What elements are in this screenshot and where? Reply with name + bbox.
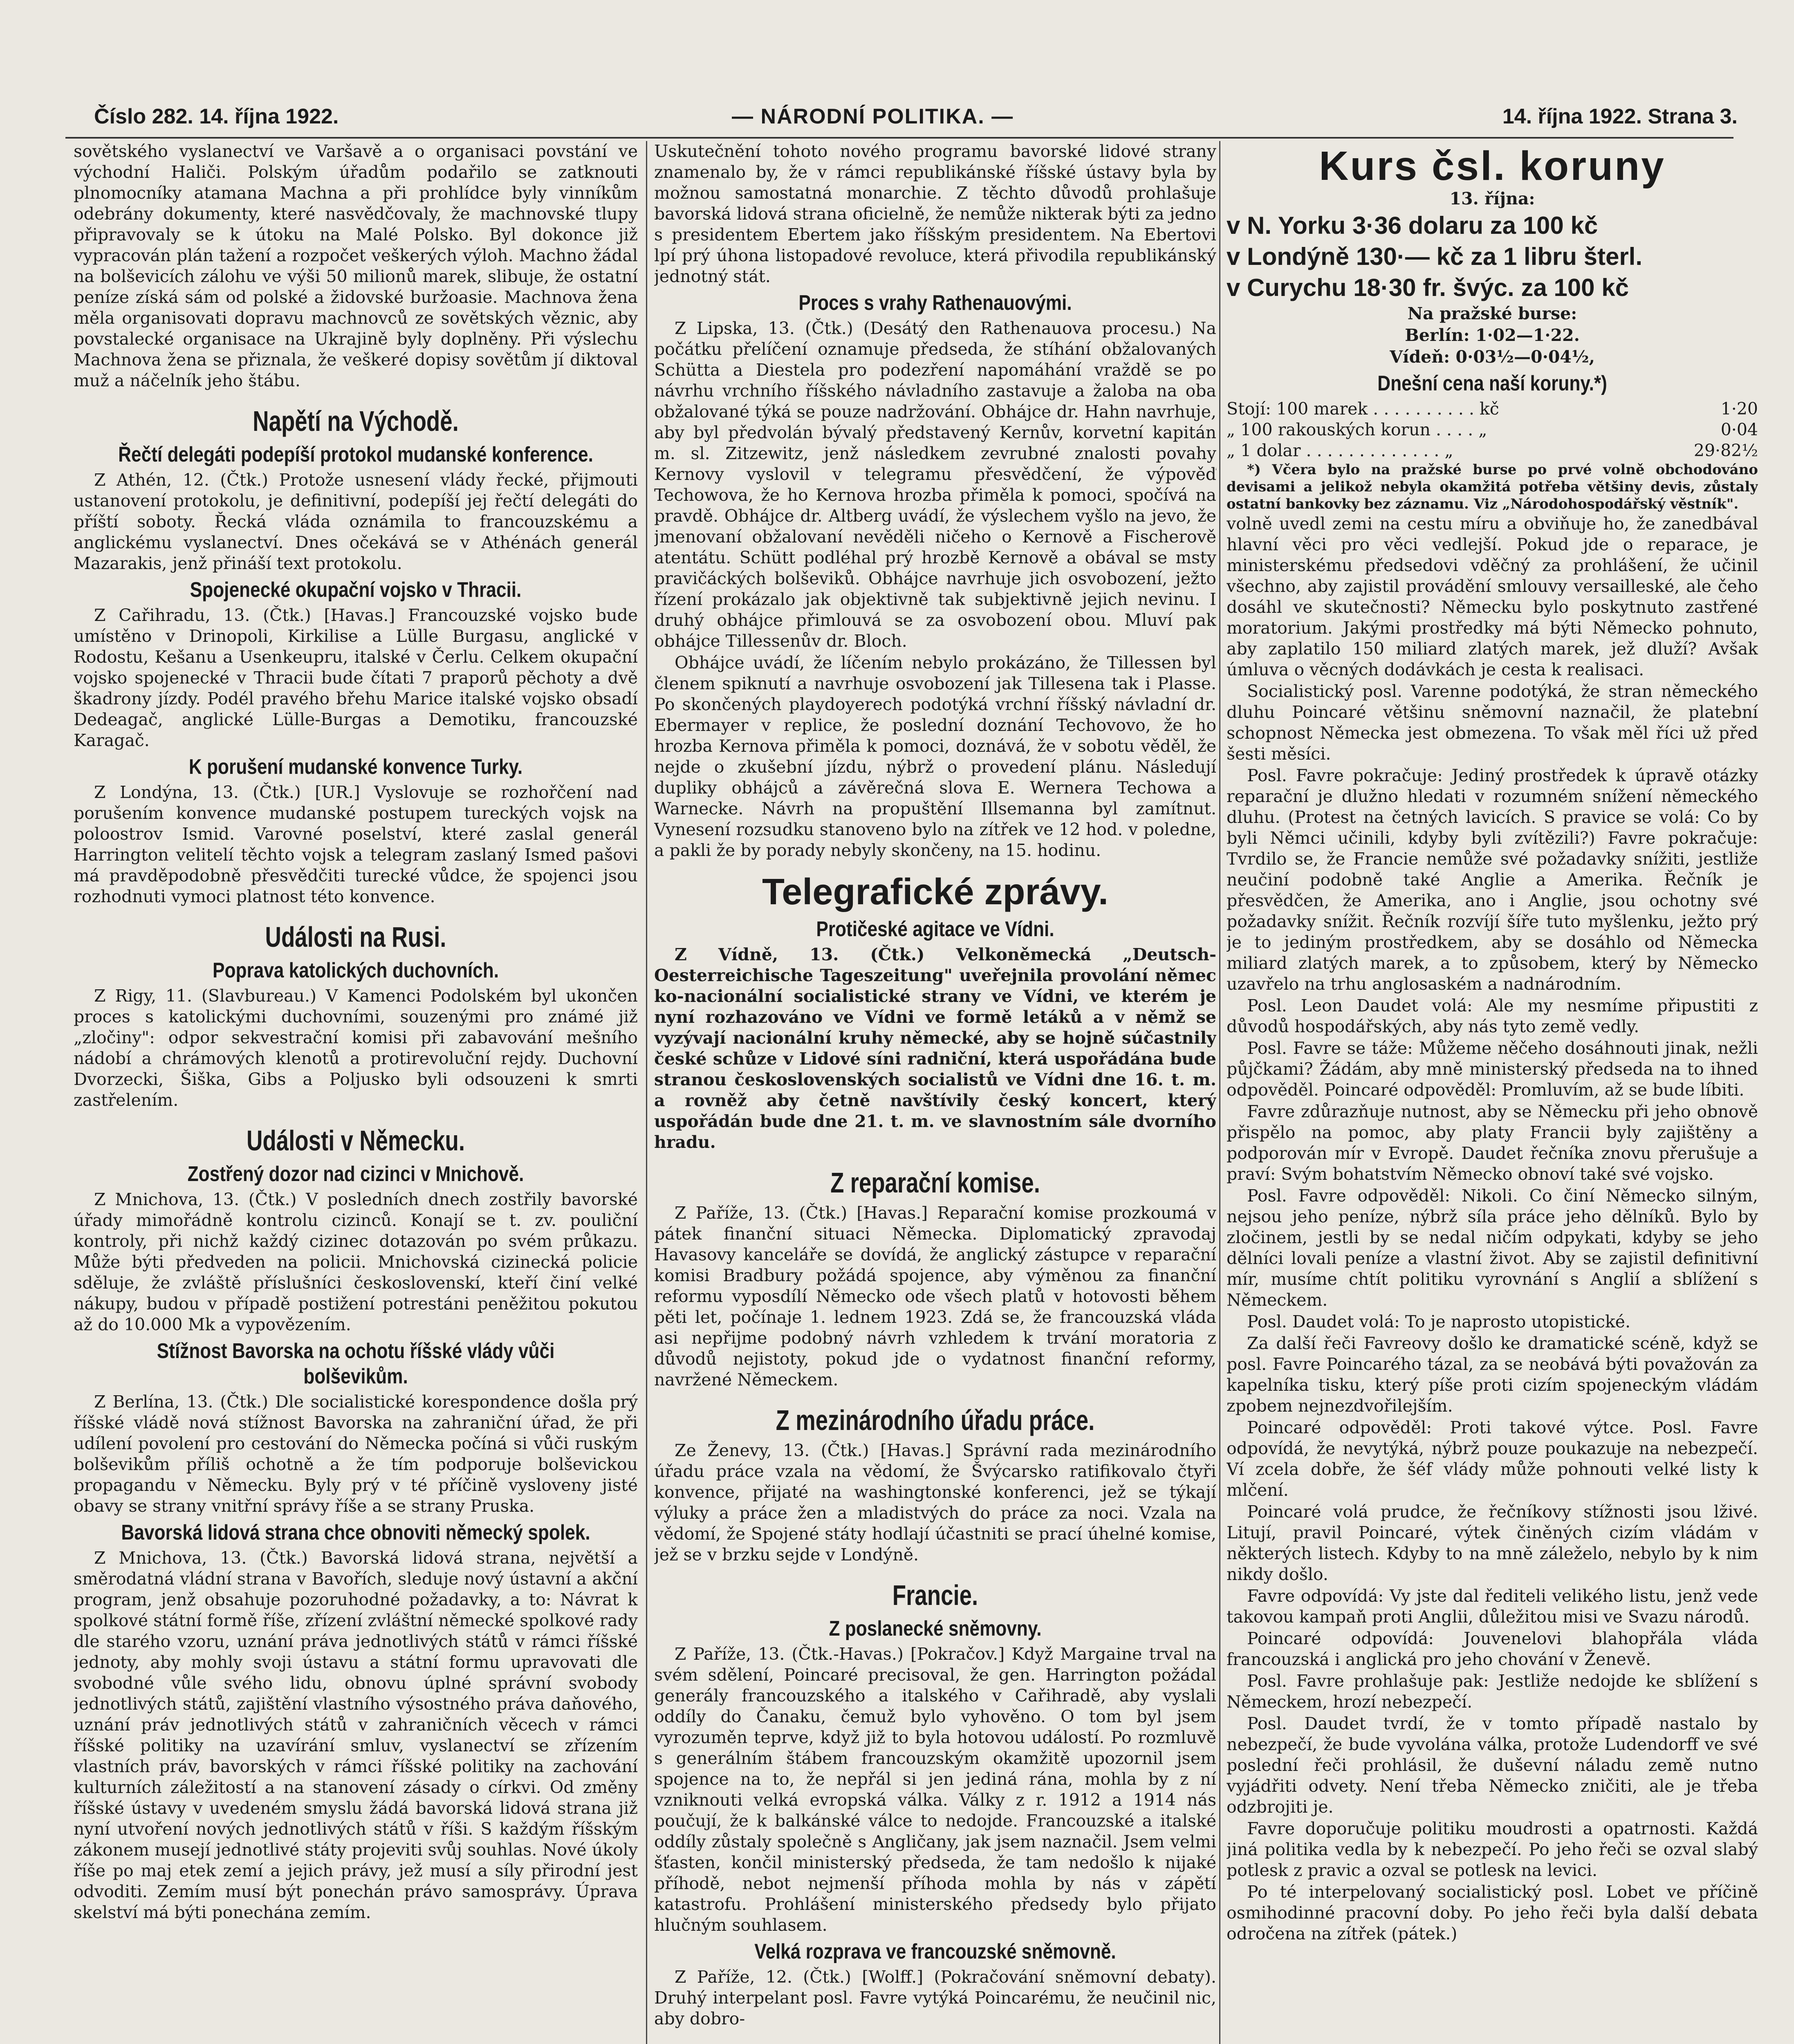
section-heading: Francie. bbox=[892, 1579, 978, 1611]
article-paragraph: Posl. Favre pokračuje: Jediný prostředek k úpravě otázky reparační je dlužno hledati v rozumném snížení německého dluhu. (Protest na četných lavicích. S pravice se volá: Co by byli Němci učinili, kdyby byli zvítězili?) Favre pokračuje: Tvrdilo se, že Francie nemůže své požadavky snížiti, jestliže neučiní podobně také Anglie a Amerika. Řečník je přesvědčen, že Amerika, ano i Anglie, jsou ochotny své požadavky snížit. Řečník rozvíjí šíře tuto myšlenku, ježto prý je to jediným prostředkem, aby se dosáhlo od Německa miliard zlatých marek, a to způsobem, který by Německo uzavřelo na trhu anglosaském a nadnárodním. bbox=[1227, 766, 1758, 994]
article-paragraph: Posl. Favre prohlašuje pak: Jestliže nedojde ke sblížení s Německem, hrozí nebezpečí. bbox=[1227, 1671, 1758, 1712]
newspaper-title: — NÁRODNÍ POLITIKA. — bbox=[732, 105, 1014, 128]
rate-label: Stojí: 100 marek . . . . . . . . . . kč bbox=[1227, 399, 1499, 419]
section-heading: Napětí na Východě. bbox=[253, 405, 459, 437]
article-paragraph: Favre doporučuje politiku moudrosti a opatrnosti. Každá jiná politika vedla by k nebezpečí. Po jeho řeči se ozval slabý potlesk z pravic a ozval se potlesk na levici. bbox=[1227, 1819, 1758, 1880]
rate-label: „ 1 dolar . . . . . . . . . . . . . „ bbox=[1227, 441, 1453, 460]
article-paragraph: sovětského vyslanectví ve Varšavě a o organisaci povstání ve východní Haliči. Polským úřadům podařilo se zatknouti plnomocníky atamana Machna a při prohlídce byly vinníkům odebrány dokumenty, které nasvědčovaly, že machnovské tlupy připravovaly se k útoku na Malé Polsko. Byl dokonce již vypracován plán tažení a rozpočet veškerých výloh. Machno žádal na bolševicích zálohu ve výši 50 milionů marek, slibuje, že ostatní peníze získá sám od polské a židovské buržoasie. Machnova žena měla organisovati dopravu machnovců ze sovětských věznic, aby povstalecké organisace na Ukrajině byly doplněny. Při výslechu Machnova žena se přiznala, že veškeré dopisy sovětům jí diktoval muž a náčelník jeho štábu. bbox=[74, 141, 638, 390]
article-paragraph: Z Cařihradu, 13. (Čtk.) [Havas.] Francouzské vojsko bude umístěno v Drinopoli, Kirkilise a Lülle Burgasu, anglické v Rodostu, Kešanu a Usenkeupru, italské v Čerlu. Celkem okupační vojsko spojenecké v Thracii bude čítati 7 praporů pěchoty a dvě škadrony jízdy. Podél pravého břehu Marice italské vojsko obsadí Dedeagač, anglické Lülle-Burgas a Demotiku, francouzské Karagač. bbox=[74, 605, 638, 750]
article-heading: Z poslanecké sněmovny. bbox=[829, 1617, 1042, 1641]
article-heading: Spojenecké okupační vojsko v Thracii. bbox=[190, 578, 522, 602]
article-paragraph: Z Paříže, 13. (Čtk.-Havas.) [Pokračov.] Když Margaine trval na svém sdělení, Poincaré precisoval, že gen. Harrington požádal generály francouzského a italského v Cařihradě, aby vyslali oddíly do Čanaku, čemuž bylo vyhověno. O tom byl jsem vyrozuměn teprve, když již to byla hotovou událostí. Po rozmluvě s generálním štábem francouzským okamžitě upozornil jsem spojence na to, že nepřál si jen jediná rána, mohla by z ní vzniknouti velká evropská válka. Války z r. 1912 a 1914 nás poučují, že k balkánské válce to nedojde. Francouzské a italské oddíly zůstaly společně s Angličany, jak jsem naznačil. Jsem velmi šťasten, končil ministerský předseda, že tam nedošlo k nijaké příhodě, nebot nejmenší příhoda mohla by nás v zápětí katastrofu. Prohlášení ministerského předsedy bylo přijato hlučným souhlasem. bbox=[654, 1644, 1216, 1935]
burse-heading: Na pražské burse: bbox=[1407, 304, 1577, 323]
section-heading: Telegrafické zprávy. bbox=[762, 872, 1109, 912]
rate-london: v Londýně 130·— kč za 1 libru šterl. bbox=[1227, 243, 1643, 270]
exchange-rate-title: Kurs čsl. koruny bbox=[1319, 143, 1666, 189]
exchange-date: 13. října: bbox=[1449, 189, 1535, 208]
rate-row bbox=[1227, 399, 1758, 419]
article-paragraph: Z Paříže, 12. (Čtk.) [Wolff.] (Pokračování sněmovní debaty). Druhý interpelant posl. Favre vytýká Poincarému, že neučinil nic, aby dobro- bbox=[654, 1967, 1216, 2028]
article-heading: Z mezinárodního úřadu práce. bbox=[776, 1404, 1095, 1436]
article-heading: Velká rozprava ve francouzské sněmovně. bbox=[754, 1940, 1116, 1963]
article-paragraph: volně uvedl zemi na cestu míru a obviňuje ho, že zanedbával hlavní věci pro věci vedlejší. Pokud jde o reparace, je ministerskému předsedovi vděčný za prohlášení, že učinil všechno, aby zajistil provádění smlouvy versailleské, ale čeho dosáhl ve skutečnosti? Německu bylo poskytnuto zastřené moratorium. Jakými prostředky má býti Německo pohnuto, aby zaplatilo 150 miliard zlatých marek, jež dluží? Avšak úmluva o věcných dodávkách je cesta k realisaci. bbox=[1227, 514, 1758, 679]
article-paragraph: Posl. Favre odpověděl: Nikoli. Co činí Německo silným, nejsou jeho peníze, nýbrž síla práce jeho dělníků. Bylo by zločinem, jestli by se nedal ničím odpykati, kdyby se jeho dělníci lovali peníze a vlastní život. Aby se zajistil definitivní mír, musíme chtít politiku vyrovnání s Anglií a sblížení s Německem. bbox=[1227, 1186, 1758, 1310]
article-paragraph: Z Mnichova, 13. (Čtk.) Bavorská lidová strana, největší a směrodatná vládní strana v Bavořích, sleduje nový ústavní a akční program, jenž obsahuje pozoruhodné požadavky, a to: Návrat k spolkové státní formě říše, zřízení zvláštní německé spolkové rady dle starého vzoru, uznání práva jednotlivých států v rámci říšské jednoty, aby mohly svoji ústavu a státní formu upravovati dle svobodné vůle svého lidu, obnovu úplné správní svobody jednotlivých států, zajištění vlastního výsostného práva daňového, uznání práv jednotlivých států v zahraničních věcech v rámci říšské politiky na uzavírání smluv, vyslanectví se zřízením vlastních práv, bavorských v rámci říšské politiky na zachování kulturních záležitostí a na stanovení zásady o církvi. Od změny říšské ústavy v uvedeném smyslu žádá bavorská lidová strana již nyní utvoření nových jednotlivých států v říši. S každým říšským zákonem musejí jednotlivé státy projeviti svůj souhlas. Nové úkoly říše po maj etek zemí a jejich právy, jež musí a síly přirodní jest odvoditi. Zemím musí být ponechán právo samosprávy. Úprava skelství má býti ponechána zemím. bbox=[74, 1548, 638, 1922]
masthead bbox=[49, 104, 1762, 137]
article-paragraph: Z Paříže, 13. (Čtk.) [Havas.] Reparační komise prozkoumá v pátek finanční situaci Německa. Diplomatický zpravodaj Havasovy kanceláře se dovídá, že anglický zástupce v reparační komisi Bradbury požádá spojence, aby výměnou za finanční reformu vyposdílí Německo ode všech platů v hotovosti během pěti let, počínaje 1. lednem 1923. Zdá se, že francouzská vláda asi nepřijme podobný návrh vzhledem k trvání moratoria z důvodů nejistoty, pokud jde o vydatnost finanční reformy, navržené Německem. bbox=[654, 1203, 1216, 1390]
article-paragraph: Posl. Daudet volá: To je naprosto utopistické. bbox=[1247, 1312, 1630, 1331]
column-divider bbox=[1219, 141, 1220, 2044]
article-paragraph: Poincaré odpověděl: Proti takové výtce. Posl. Favre odpovídá, že nevytýká, nýbrž pouze poukazuje na nebezpečí. Ví zcela dobře, že šéf vlády může pohnouti velké listy k mlčení. bbox=[1227, 1418, 1758, 1500]
rate-new-york: v N. Yorku 3·36 dolaru za 100 kč bbox=[1227, 212, 1598, 239]
article-paragraph: Favre odpovídá: Vy jste dal řediteli velikého listu, jenž vede takovou kampaň proti Anglii, důležitou misi ve Svazu národů. bbox=[1227, 1586, 1758, 1627]
rate-row bbox=[1227, 440, 1758, 461]
rate-row bbox=[1227, 419, 1758, 440]
article-paragraph: Ze Ženevy, 13. (Čtk.) [Havas.] Správní rada mezinárodního úřadu práce vzala na vědomí, že Švýcarsko ratifikovalo čtyři konvence, přijaté na washingtonské konferenci, jež se týkají výluky a práce žen a mladistvých do práce za noci. Vzala na vědomí, že Spojené státy hodlají účastniti se prací úhelné komise, jež se v brzku sejde v Londýně. bbox=[654, 1441, 1216, 1564]
rate-value: 29·82½ bbox=[1693, 441, 1758, 460]
issue-number: Číslo 282. 14. října 1922. bbox=[94, 105, 339, 128]
article-paragraph: Poincaré volá prudce, že řečníkovy stížnosti jsou lživé. Litují, pravil Poincaré, výtek činěných cizím vládám v některých listech. Kdyby to na mně záleželo, nebylo by k nim nikdy došlo. bbox=[1227, 1502, 1758, 1584]
article-paragraph: Z Vídně, 13. (Čtk.) Velkoněmecká „Deutsch-Oesterreichische Tageszeitung" uveřejnila provolání němec ko-nacionální socialistické strany ve Vídni, ve kterém je nyní rozhazováno ve Vídni ve formě letáků a v němž se vyzývají nacionální kruhy německé, aby se hojně súčastnily české schůze v Lidové síni radniční, která uspořádána bude stranou československých socialistů ve Vídni dne 16. t. m. a rovněž aby četně navštívily český koncert, který uspořádán bude dne 21. t. m. ve slavnostním sále dvorního hradu. bbox=[654, 945, 1216, 1152]
rate-zurich: v Curychu 18·30 fr. švýc. za 100 kč bbox=[1227, 274, 1629, 301]
article-heading: Řečtí delegáti podepíší protokol mudanské konference. bbox=[118, 443, 593, 466]
article-heading: K porušení mudanské konvence Turky. bbox=[188, 755, 523, 779]
burse-berlin: Berlín: 1·02—1·22. bbox=[1405, 325, 1580, 345]
article-paragraph: Posl. Daudet tvrdí, že v tomto případě nastalo by nebezpečí, že bude vyvolána válka, protože Ludendorff ve své poslední řeči prohlásil, že duševní náladu země nutno vyjádřiti odvety. Není třeba Německo zničiti, ale je třeba odzbrojiti je. bbox=[1227, 1714, 1758, 1817]
article-paragraph: Obhájce uvádí, že líčením nebylo prokázáno, že Tillessen byl členem spiknutí a navrhuje osvobození jak Tillesena tak i Plasse. Po skončených playdoyerech podotýká vrchní říšský návladní dr. Ebermayer v replice, že poslední doznání Techovovo, že ho hrozba Kernova přiměla k pomoci, doznává, že v sobotu věděl, že nejde o zkušební jízdu, nýbrž o provedení plánu. Následují dupliky obhájců a závěrečná slova E. Wernera Techowa a Warnecke. Návrh na propuštění Illsemanna byl zamítnut. Vynesení rozsudku stanoveno bylo na zítřek ve 12 hod. v poledne, a pakli že by porady nebyly skončeny, na 15. hodinu. bbox=[654, 653, 1216, 860]
today-price-heading: Dnešní cena naší koruny.*) bbox=[1377, 372, 1607, 395]
column-3 bbox=[1227, 141, 1758, 2044]
rate-label: „ 100 rakouských korun . . . . „ bbox=[1227, 420, 1487, 439]
article-paragraph: Z Lipska, 13. (Čtk.) (Desátý den Rathenauova procesu.) Na počátku přelíčení oznamuje předseda, že stíhání obžalovaných Schütta a Diestela pro podezření napomáhání vraždě se po návrhu vrchního říšského návladního zastavuje a žaloba na oba obžalované týká se pouze nadržování. Obhájce dr. Hahn navrhuje, aby byl předvolán bývalý představený Kernův, korvetní kapitán m. sl. Zitzewitz, jenž následkem zevrubné znalosti povahy Kernovy vyslovil v telegramu přesvědčení, že výpověď Techowova, že ho Kernova hrozba přiměla k pomoci, spočívá na pravdě. Obhájce dr. Altberg uvádí, že výslechem vyšlo na jevo, že jmenovaní obžalovaní nevěděli ničeho o Kernově a Fischerově atentátu. Schütt podléhal prý hrozbě Kernově a obával se msty pravičáckých bolševiků. Obhájce navrhuje jich osvobození, ježto řízení prokázalo jak objektivně tak subjektivně jejich nevinu. I druhý obhájce přimlouvá se za osvobození obou. Mluví pak obhájce Tillessenův dr. Bloch. bbox=[654, 318, 1216, 651]
article-paragraph: Poincaré odpovídá: Jouvenelovi blahopřála vláda francouzská i anglická pro jeho chování v Ženevě. bbox=[1227, 1629, 1758, 1669]
article-heading: Protičeské agitace ve Vídni. bbox=[816, 917, 1054, 941]
rate-value: 1·20 bbox=[1720, 399, 1758, 419]
column-2 bbox=[654, 141, 1216, 2044]
article-paragraph: Z Berlína, 13. (Čtk.) Dle socialistické korespondence došla prý říšské vládě nová stížnost Bavorska na zahraniční úřad, že při udílení povolení pro cestování do Německa počíná si vůči ruským bolševikům příliš ochotně a že tím podporuje bolševickou propagandu v Německu. Byly prý v té příčině vysloveny jisté obavy se strany vnitřní správy říše a se strany Pruska. bbox=[74, 1392, 638, 1516]
article-heading: Poprava katolických duchovních. bbox=[212, 959, 499, 982]
article-paragraph: Uskutečnění tohoto nového programu bavorské lidové strany znamenalo by, že v rámci republikánské říšské ústavy byla by možnou samostatná monarchie. Z těchto důvodů prohlašuje bavorská lidová strana oficielně, že nemůže nikterak býti za jedno s presidentem Ebertem jako říšským presidentem. Na Ebertovi lpí prý úhona listopadové revoluce, která přivodila republikánský jednotný stát. bbox=[654, 141, 1216, 286]
article-paragraph: Z Mnichova, 13. (Čtk.) V posledních dnech zostřily bavorské úřady mimořádně kontrolu cizinců. Konají se t. zv. pouliční kontroly, při nichž každý cizinec dotazován po svém průkazu. Může býti předveden na policii. Mnichovská cizinecká policie sděluje, že zvláště příslušníci československí, kteří činí velké nákupy, budou v případě postižení potrestáni peněžitou pokutou až do 10.000 Mk a vypovězením. bbox=[74, 1190, 638, 1334]
column-divider bbox=[646, 141, 647, 2044]
article-heading: Z reparační komise. bbox=[830, 1167, 1040, 1199]
article-paragraph: Favre zdůrazňuje nutnost, aby se Německu při jeho obnově přispělo na pomoc, aby platy Francii byly zajištěny a podporován mír v Evropě. Daudet řečníka znovu přerušuje a praví: Svým bohatstvím Německo obnoví také své vojsko. bbox=[1227, 1102, 1758, 1184]
article-paragraph: Za další řeči Favreovy došlo ke dramatické scéně, když se posl. Favre Poincarého tázal, za se neobává býti považován za kapelníka tisku, který píše proti cizím spojeneckým vládám zpobem nejnezdvořilejším. bbox=[1227, 1334, 1758, 1416]
article-paragraph: Z Athén, 12. (Čtk.) Protože usnesení vlády řecké, přijmouti ustanovení protokolu, je definitivní, podepíší jej řečtí delegáti do příští soboty. Řecká vláda oznámila to francouzskému a anglickému vyslanectví. Dnes očekává se v Athénách generál Mazarakis, jenž přináší text protokolu. bbox=[74, 470, 638, 573]
footnote: *) Včera bylo na pražské burse po prvé volně obchodováno devisami a jelikož nebyla okamžitá potřeba většiny devis, zůstaly ostatní bankovky bez záznamu. Viz „Národohospodářský věstník". bbox=[1227, 462, 1758, 512]
article-paragraph: Po té interpelovaný socialistický posl. Lobet ve příčině osmihodinné pracovní doby. Po jeho řeči byla další debata odročena na zítřek (pátek.) bbox=[1227, 1882, 1758, 1943]
article-heading: Bavorská lidová strana chce obnoviti německý spolek. bbox=[121, 1521, 590, 1544]
burse-vienna: Vídeň: 0·03½—0·04½, bbox=[1390, 347, 1595, 367]
top-rule bbox=[65, 137, 1733, 139]
article-paragraph: Socialistický posl. Varenne podotýká, že stran německého dluhu Poincaré většinu sněmovní naznačil, že platební schopnost Německa jest obmezena. To však měl říci už před šesti měsíci. bbox=[1227, 681, 1758, 764]
article-paragraph: Posl. Leon Daudet volá: Ale my nesmíme připustiti z důvodů hospodářských, aby nás tyto země vedly. bbox=[1227, 996, 1758, 1036]
page-number: 14. října 1922. Strana 3. bbox=[1502, 105, 1738, 128]
article-paragraph: Posl. Favre se táže: Můžeme něčeho dosáhnouti jinak, nežli půjčkami? Žádám, aby mně ministerský předseda na to ihned odpověděl. Poincaré odpověděl: Promluvím, až se bude líbiti. bbox=[1227, 1038, 1758, 1100]
article-paragraph: Z Londýna, 13. (Čtk.) [UR.] Vyslovuje se rozhořčení nad porušením konvence mudanské postupem tureckých vojsk na poloostrov Ismid. Varovné poselství, které zaslal generál Harrington velitelí těchto vojsk a telegram zaslaný Ismed pašovi má pravděpodobně přesvědčiti turecké vůdce, že spojenci jsou rozhodnuti vymoci platnost této konvence. bbox=[74, 782, 638, 906]
section-heading: Události v Německu. bbox=[246, 1125, 465, 1156]
article-heading: Stížnost Bavorska na ochotu říšské vlády vůči bolševikům. bbox=[157, 1339, 555, 1388]
rate-value: 0·04 bbox=[1720, 420, 1758, 439]
article-heading: Proces s vrahy Rathenauovými. bbox=[798, 291, 1072, 315]
article-heading: Zostřený dozor nad cizinci v Mnichově. bbox=[187, 1162, 524, 1186]
section-heading: Události na Rusi. bbox=[265, 921, 446, 953]
newspaper-page bbox=[16, 0, 1774, 2044]
article-paragraph: Z Rigy, 11. (Slavbureau.) V Kamenci Podolském byl ukončen proces s katolickými duchovními, souzenými pro známé již „zločiny": odpor sekvestrační komisi při zabavování mešního nádobí a chrámových klenotů a protirevoluční rejdy. Duchovní Dvorzecki, Šiška, Gibs a Poljusko byli odsouzeni k smrti zastřelením. bbox=[74, 986, 638, 1110]
column-1 bbox=[74, 141, 638, 2044]
